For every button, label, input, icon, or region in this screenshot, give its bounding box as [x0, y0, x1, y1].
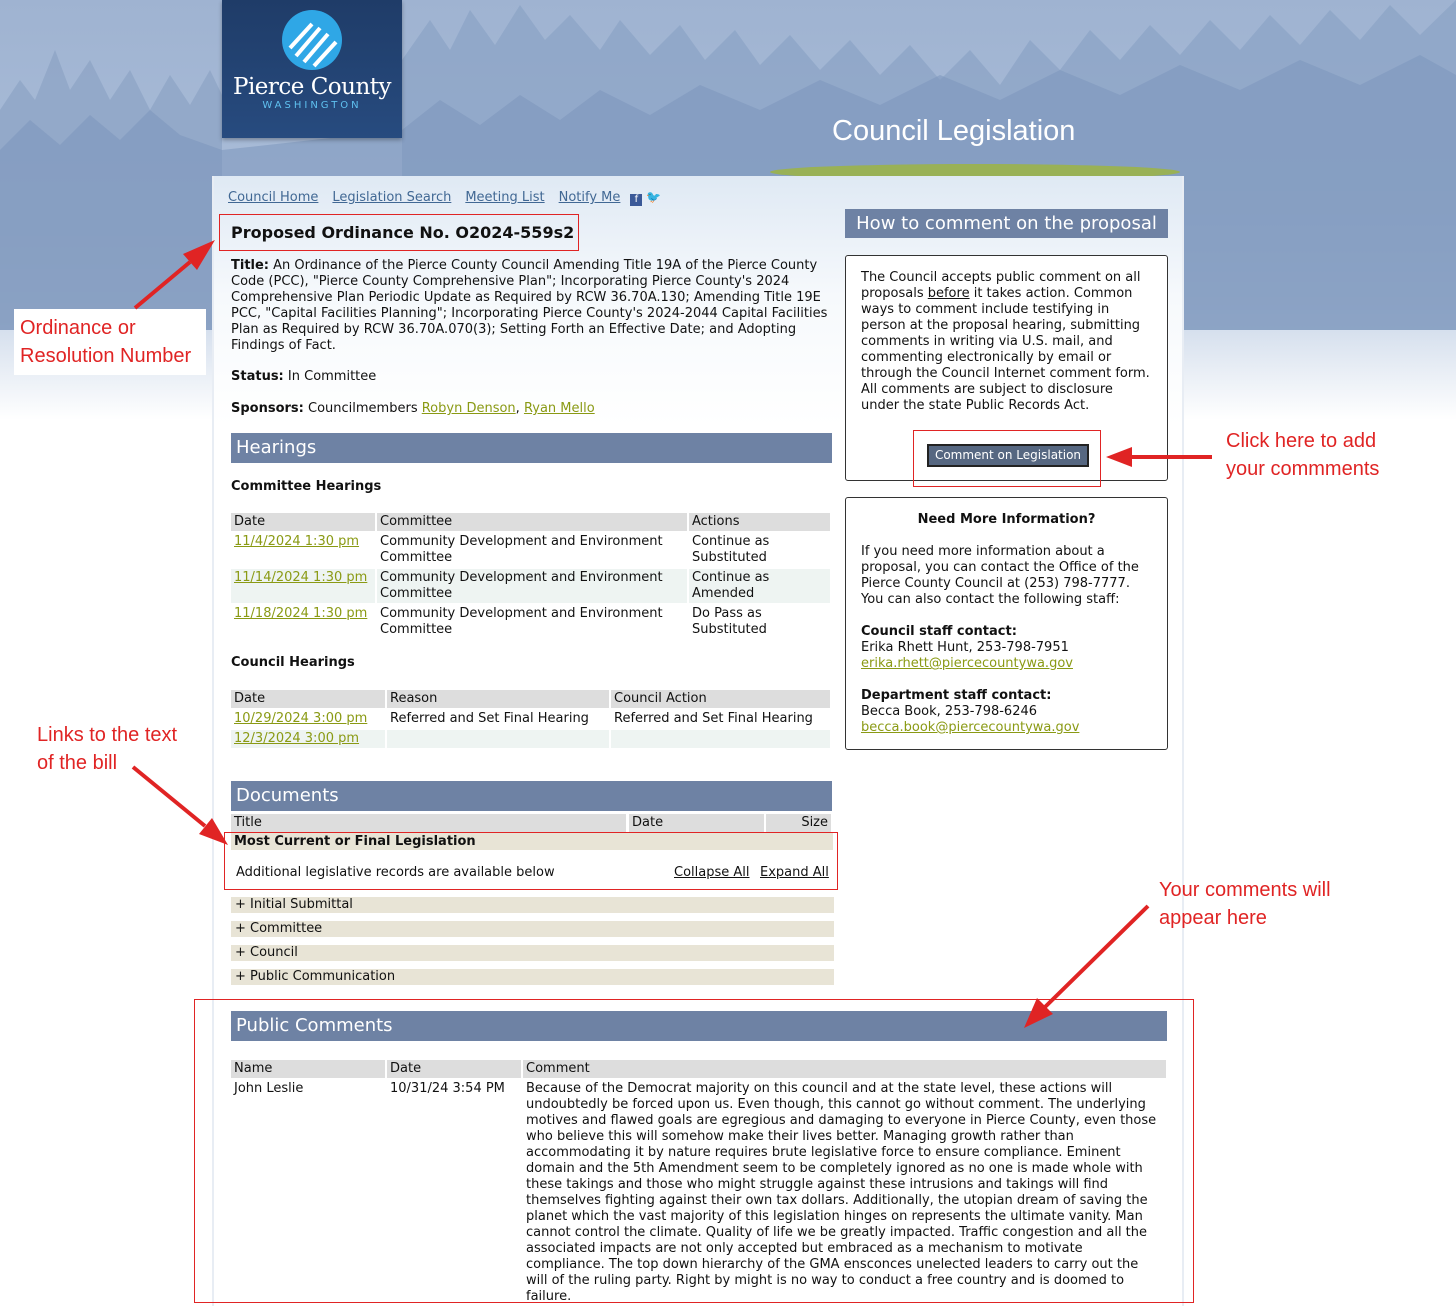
comment-text: Because of the Democrat majority on this council and at the state level, these actions will undoubtedly be forced upon us. Even though, this cannot go without comment. The underlying motives and flawed goals are egregious and damaging to everyone in Pierce County, even those who believe this will somehow make their lives better. Managing growth rather than accommodating it by nature requires brute legislative force to ensure compliance. Eminent domain and the 5th Amendment seem to be completely ignored as no one is made whole with these takings and those who might struggle against these intrusions and takings will find themselves fighting against their own tax dollars. Additionally, the utopian dream of saving the planet which the vast majority of this legislation hinges on represents the ultimate vanity. Man cannot control the climate. Quality of life we be greatly impacted. Traffic congestion and all the associated impacts are not only accepted but embraced as a mechanism to motivate compliance. The top down hierarchy of the GMA ensconces unelected leaders to carry out the will of the ruling party. Right by might is no way to conduct a free country and is doomed to failure.: [522, 1079, 1167, 1307]
ordinance-sponsors: Sponsors: Councilmembers Robyn Denson, Ryan Mello: [231, 401, 595, 416]
council-staff-name: Erika Rhett Hunt, 253-798-7951: [861, 640, 1069, 655]
annotation-line: Resolution Number: [20, 345, 192, 367]
department-staff-email-link[interactable]: becca.book@piercecountywa.gov: [861, 720, 1080, 735]
arrow-appear-line: [1044, 906, 1148, 1008]
comment-text-part: it takes action. Common ways to comment include testifying in person at the proposal hearing, submitting comments in writing via U.S. mail, and commenting electronically by email or through the Council Internet comment form. All comments are subject to disclosure under the state Public Records Act.: [861, 286, 1150, 413]
col-date: Date: [230, 512, 376, 532]
sponsor-link[interactable]: Ryan Mello: [523, 401, 595, 416]
hearing-date-link[interactable]: 11/18/2024 1:30 pm: [234, 606, 368, 621]
sponsor-link[interactable]: Robyn Denson: [421, 401, 516, 416]
council-staff-email-link[interactable]: erika.rhett@piercecountywa.gov: [861, 656, 1073, 671]
nav-notify-me[interactable]: Notify Me: [558, 190, 621, 205]
annotation-line: of the bill: [37, 752, 118, 774]
ordinance-number: Proposed Ordinance No. O2024-559s2: [231, 223, 575, 242]
hearing-committee: Community Development and Environment Committee: [376, 568, 688, 604]
hearings-section-header: Hearings: [231, 433, 832, 463]
col-council-action: Council Action: [610, 689, 831, 709]
hearing-date-link[interactable]: 11/14/2024 1:30 pm: [234, 570, 368, 585]
col-size: Size: [766, 814, 831, 832]
department-staff-label: Department staff contact:: [861, 688, 1052, 703]
hearing-council-action: Referred and Set Final Hearing: [610, 709, 831, 729]
doc-group-council[interactable]: + Council: [231, 945, 834, 961]
status-label: Status:: [231, 369, 284, 384]
annotation-line: Your comments will: [1159, 879, 1331, 901]
current-legislation-row[interactable]: Most Current or Final Legislation: [231, 833, 833, 850]
facebook-icon[interactable]: f: [630, 194, 642, 206]
annotation-line: your commments: [1226, 458, 1380, 480]
col-title: Title: [231, 814, 626, 832]
arrow-links-head: [199, 818, 228, 845]
comment-date: 10/31/24 3:54 PM: [386, 1079, 522, 1307]
council-hearings-heading: Council Hearings: [231, 655, 355, 670]
page-heading: Council Legislation: [832, 115, 1076, 147]
documents-section-header: Documents: [231, 781, 832, 811]
comment-text-emphasis: before: [927, 286, 970, 301]
public-comments-section-header: Public Comments: [231, 1011, 1167, 1041]
col-date: Date: [386, 1059, 522, 1079]
hearing-committee: Community Development and Environment Committee: [376, 604, 688, 640]
committee-hearings-heading: Committee Hearings: [231, 479, 382, 494]
hearing-date-link[interactable]: 10/29/2024 3:00 pm: [234, 711, 368, 726]
arrow-comment-head: [1106, 447, 1132, 467]
comment-box-header: How to comment on the proposal: [845, 209, 1168, 238]
hearing-reason: Referred and Set Final Hearing: [386, 709, 610, 729]
hearing-date-link[interactable]: 11/4/2024 1:30 pm: [234, 534, 360, 549]
col-name: Name: [230, 1059, 386, 1079]
arrow-ordinance-line: [135, 262, 190, 308]
annotation-line: Ordinance or: [20, 317, 136, 339]
council-staff-label: Council staff contact:: [861, 624, 1017, 639]
hearing-action: Continue as Amended: [688, 568, 831, 604]
hearing-committee: Community Development and Environment Committee: [376, 532, 688, 568]
hearing-action: Do Pass as Substituted: [688, 604, 831, 640]
col-date: Date: [230, 689, 386, 709]
arrow-links-line: [133, 767, 205, 826]
logo-title: Pierce County: [232, 74, 392, 100]
nav-meeting-list[interactable]: Meeting List: [465, 190, 545, 205]
documents-note: Additional legislative records are available below: [236, 865, 555, 880]
title-text: An Ordinance of the Pierce County Council Amending Title 19A of the Pierce County Code (PCC), "Pierce County Comprehensive Plan"; Incorporating Pierce County's 2024 Comprehensive Plan Periodic Update as Required by RCW 36.70A.130; Amending Title 19E PCC, "Capital Facilities Planning"; Incorporating Pierce County's 2024-2044 Capital Facilities Plan as Required by RCW 36.70A.070(3); Setting Forth an Effective Date; and Adopting Findings of Fact.: [231, 258, 828, 353]
col-actions: Actions: [688, 512, 831, 532]
hearing-date-link[interactable]: 12/3/2024 3:00 pm: [234, 731, 360, 746]
nav-council-home[interactable]: Council Home: [228, 190, 319, 205]
twitter-icon[interactable]: 🐦: [646, 190, 662, 204]
department-staff-name: Becca Book, 253-798-6246: [861, 704, 1038, 719]
hearing-action: Continue as Substituted: [688, 532, 831, 568]
expand-all-link[interactable]: Expand All: [760, 865, 829, 880]
collapse-all-link[interactable]: Collapse All: [674, 865, 750, 880]
annotation-line: Links to the text: [37, 724, 178, 746]
doc-group-initial-submittal[interactable]: + Initial Submittal: [231, 897, 834, 913]
doc-group-public-communication[interactable]: + Public Communication: [231, 969, 834, 985]
more-info-text: If you need more information about a proposal, you can contact the Office of the Pierce County Council at (253) 798-7777. You can also contact the following staff:: [861, 544, 1139, 607]
col-comment: Comment: [522, 1059, 1167, 1079]
status-value: In Committee: [287, 369, 377, 384]
sponsors-prefix: Councilmembers: [308, 401, 418, 416]
nav-legislation-search[interactable]: Legislation Search: [332, 190, 452, 205]
logo-subtitle: WASHINGTON: [262, 100, 362, 111]
col-committee: Committee: [376, 512, 688, 532]
annotation-line: appear here: [1159, 907, 1267, 929]
col-date: Date: [629, 814, 764, 832]
col-reason: Reason: [386, 689, 610, 709]
annotation-line: Click here to add: [1226, 430, 1377, 452]
comment-text-part: The Council accepts public comment on all proposals: [861, 270, 1141, 301]
more-info-heading: Need More Information?: [917, 512, 1096, 527]
title-label: Title:: [231, 258, 270, 273]
comment-on-legislation-button[interactable]: Comment on Legislation: [927, 444, 1089, 467]
doc-group-committee[interactable]: + Committee: [231, 921, 834, 937]
comment-author: John Leslie: [230, 1079, 386, 1307]
sponsors-label: Sponsors:: [231, 401, 304, 416]
